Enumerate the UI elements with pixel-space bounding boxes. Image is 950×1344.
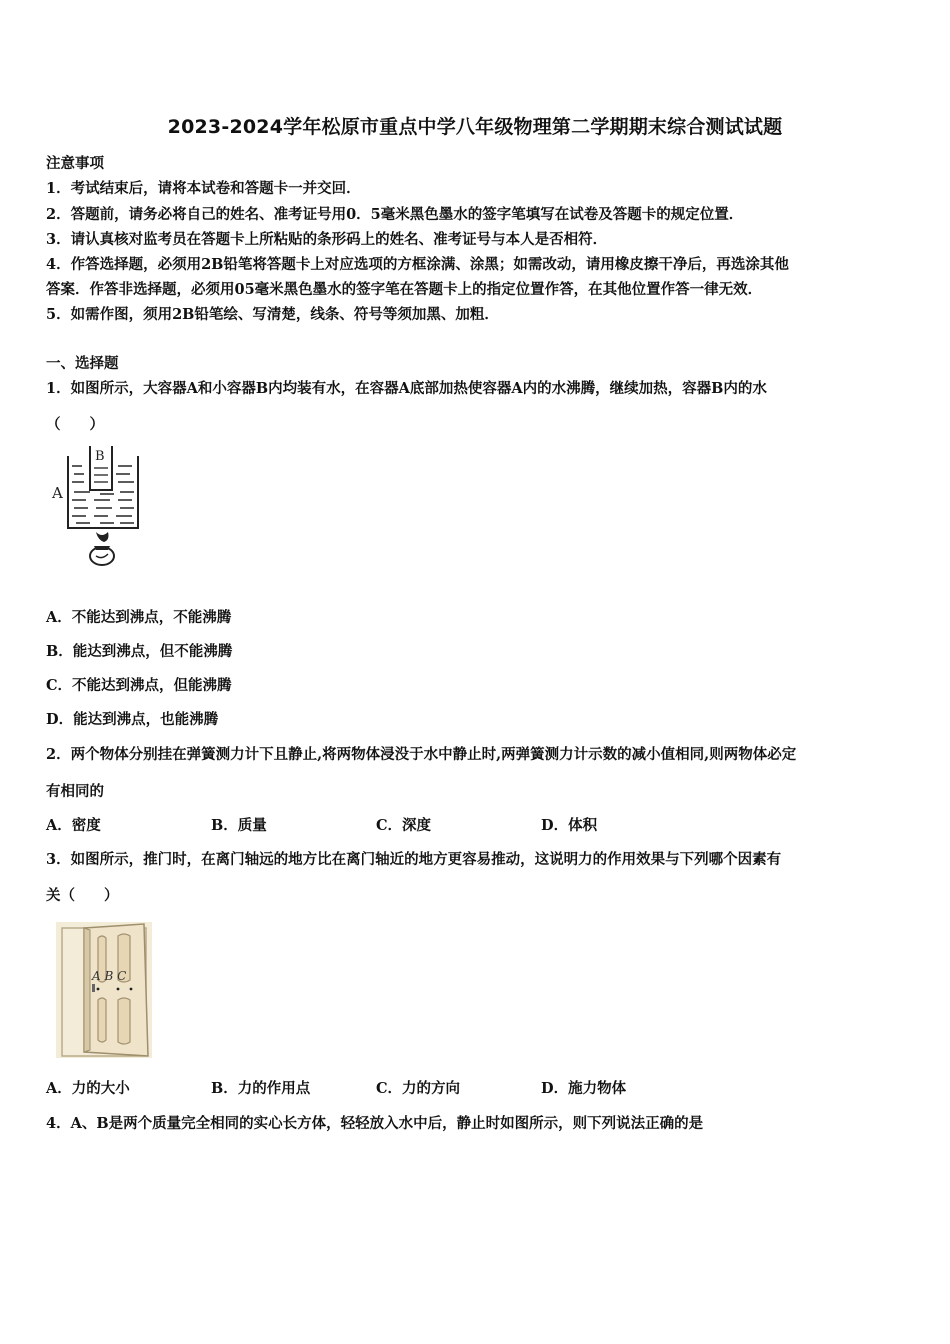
question-2-option-a[interactable]: A．密度 <box>46 817 101 834</box>
question-1-stem: 1．如图所示，大容器A和小容器B内均装有水，在容器A底部加热使容器A内的水沸腾，继续加热，容器B内的水 <box>46 380 767 397</box>
notice-heading: 注意事项 <box>46 155 104 172</box>
question-3-option-d[interactable]: D．施力物体 <box>541 1080 627 1097</box>
door-figure <box>56 922 152 1058</box>
question-3-options <box>46 1077 706 1098</box>
door-point-labels: A B C <box>92 969 127 983</box>
figure-label-a: A <box>52 484 63 502</box>
question-4-stem: 4．A、B是两个质量完全相同的实心长方体，轻轻放入水中后，静止时如图所示，则下列说法正确的是 <box>46 1115 704 1132</box>
notice-item-4-cont: 答案．作答非选择题，必须用05毫米黑色墨水的签字笔在答题卡上的指定位置作答，在其他位置作答一律无效． <box>46 281 763 298</box>
question-1-blank: （ ） <box>46 416 104 433</box>
question-1-option-c[interactable]: C．不能达到沸点，但能沸腾 <box>46 677 232 694</box>
boiling-container-figure <box>50 442 150 572</box>
question-3-stem-cont: 关（ ） <box>46 887 119 904</box>
section-heading: 一、选择题 <box>46 355 119 372</box>
question-2-stem-cont: 有相同的 <box>46 783 104 800</box>
question-3-option-c[interactable]: C．力的方向 <box>376 1080 461 1097</box>
question-1-option-b[interactable]: B．能达到沸点，但不能沸腾 <box>46 643 233 660</box>
question-1-option-a[interactable]: A．不能达到沸点，不能沸腾 <box>46 609 232 626</box>
beaker-diagram <box>50 442 150 572</box>
notice-item-1: 1．考试结束后，请将本试卷和答题卡一并交回． <box>46 180 361 197</box>
question-2-option-b[interactable]: B．质量 <box>211 817 267 834</box>
question-1-option-d[interactable]: D．能达到沸点，也能沸腾 <box>46 711 219 728</box>
notice-item-5: 5．如需作图，须用2B铅笔绘、写清楚，线条、符号等须加黑、加粗． <box>46 306 499 323</box>
notice-item-2: 2．答题前，请务必将自己的姓名、准考证号用0．5毫米黑色墨水的签字笔填写在试卷及答题卡的规定位置． <box>46 206 744 223</box>
notice-item-4: 4．作答选择题，必须用2B铅笔将答题卡上对应选项的方框涂满、涂黑；如需改动，请用橡皮擦干净后，再选涂其他 <box>46 256 789 273</box>
question-3-option-a[interactable]: A．力的大小 <box>46 1080 130 1097</box>
page-title: 2023-2024学年松原市重点中学八年级物理第二学期期末综合测试试题 <box>167 116 783 138</box>
question-2-option-d[interactable]: D．体积 <box>541 817 598 834</box>
notice-item-3: 3．请认真核对监考员在答题卡上所粘贴的条形码上的姓名、准考证号与本人是否相符． <box>46 231 608 248</box>
figure-label-b: B <box>95 449 105 464</box>
question-3-option-b[interactable]: B．力的作用点 <box>211 1080 311 1097</box>
question-2-option-c[interactable]: C．深度 <box>376 817 432 834</box>
question-2-options <box>46 814 706 835</box>
question-2-stem: 2．两个物体分别挂在弹簧测力计下且静止,将两物体浸没于水中静止时,两弹簧测力计示数的减小值相同,则两物体必定 <box>46 746 797 763</box>
door-diagram <box>56 922 152 1058</box>
question-3-stem: 3．如图所示，推门时，在离门轴远的地方比在离门轴近的地方更容易推动，这说明力的作用效果与下列哪个因素有 <box>46 851 782 868</box>
